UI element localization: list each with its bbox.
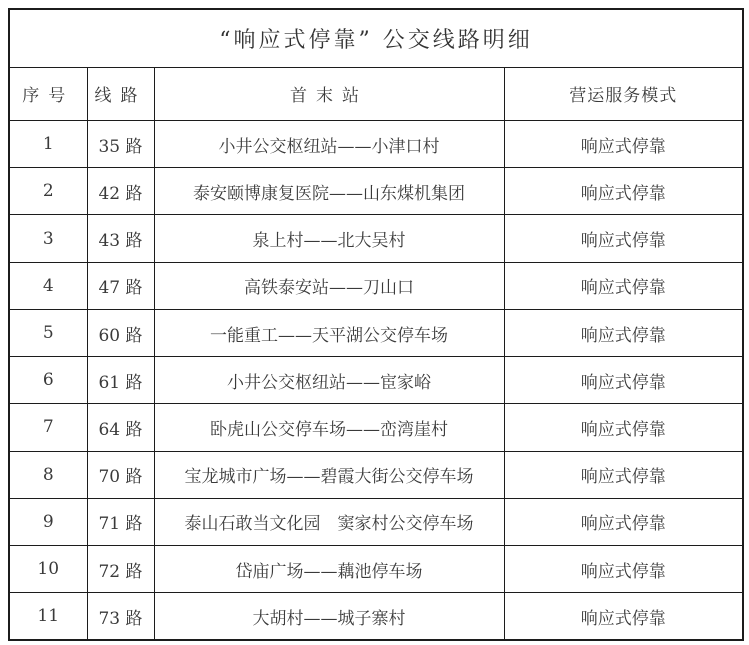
table-row — [9, 168, 743, 215]
route-cell: 72 路 — [87, 545, 154, 592]
serial-number-cell: 10 — [9, 545, 87, 592]
table-row — [9, 451, 743, 498]
table-header-row — [9, 67, 743, 120]
table-row — [9, 404, 743, 451]
header-terminals: 首末站 — [154, 67, 504, 120]
service-mode-cell: 响应式停靠 — [504, 593, 743, 640]
service-mode-cell: 响应式停靠 — [504, 357, 743, 404]
table-title: “响应式停靠” 公交线路明细 — [9, 9, 743, 67]
route-cell: 47 路 — [87, 262, 154, 309]
terminals-cell: 高铁泰安站——刀山口 — [154, 262, 504, 309]
table-row — [9, 262, 743, 309]
terminals-cell: 泰安颐博康复医院——山东煤机集团 — [154, 168, 504, 215]
serial-number-cell: 4 — [9, 262, 87, 309]
header-service-mode: 营运服务模式 — [504, 67, 743, 120]
table-row — [9, 121, 743, 168]
service-mode-cell: 响应式停靠 — [504, 215, 743, 262]
route-cell: 64 路 — [87, 404, 154, 451]
terminals-cell: 泉上村——北大吴村 — [154, 215, 504, 262]
table-row — [9, 215, 743, 262]
route-cell: 61 路 — [87, 357, 154, 404]
terminals-cell: 卧虎山公交停车场——峦湾崖村 — [154, 404, 504, 451]
serial-number-cell: 6 — [9, 357, 87, 404]
bus-route-table-container — [8, 8, 742, 641]
route-cell: 71 路 — [87, 498, 154, 545]
table-row — [9, 545, 743, 592]
bus-route-table — [8, 8, 744, 641]
serial-number-cell: 8 — [9, 451, 87, 498]
serial-number-cell: 3 — [9, 215, 87, 262]
header-route: 线路 — [87, 67, 154, 120]
route-cell: 60 路 — [87, 309, 154, 356]
table-row — [9, 309, 743, 356]
terminals-cell: 泰山石敢当文化园 窦家村公交停车场 — [154, 498, 504, 545]
service-mode-cell: 响应式停靠 — [504, 451, 743, 498]
terminals-cell: 岱庙广场——藕池停车场 — [154, 545, 504, 592]
service-mode-cell: 响应式停靠 — [504, 498, 743, 545]
table-row — [9, 593, 743, 640]
service-mode-cell: 响应式停靠 — [504, 545, 743, 592]
route-cell: 70 路 — [87, 451, 154, 498]
serial-number-cell: 9 — [9, 498, 87, 545]
route-cell: 35 路 — [87, 121, 154, 168]
serial-number-cell: 11 — [9, 593, 87, 640]
route-cell: 73 路 — [87, 593, 154, 640]
route-cell: 42 路 — [87, 168, 154, 215]
serial-number-cell: 5 — [9, 309, 87, 356]
service-mode-cell: 响应式停靠 — [504, 309, 743, 356]
table-row — [9, 498, 743, 545]
route-cell: 43 路 — [87, 215, 154, 262]
table-title-row — [9, 9, 743, 67]
service-mode-cell: 响应式停靠 — [504, 262, 743, 309]
terminals-cell: 小井公交枢纽站——宦家峪 — [154, 357, 504, 404]
service-mode-cell: 响应式停靠 — [504, 121, 743, 168]
header-serial-number: 序号 — [9, 67, 87, 120]
terminals-cell: 一能重工——天平湖公交停车场 — [154, 309, 504, 356]
serial-number-cell: 7 — [9, 404, 87, 451]
terminals-cell: 宝龙城市广场——碧霞大街公交停车场 — [154, 451, 504, 498]
terminals-cell: 大胡村——城子寨村 — [154, 593, 504, 640]
serial-number-cell: 2 — [9, 168, 87, 215]
table-row — [9, 357, 743, 404]
service-mode-cell: 响应式停靠 — [504, 168, 743, 215]
service-mode-cell: 响应式停靠 — [504, 404, 743, 451]
terminals-cell: 小井公交枢纽站——小津口村 — [154, 121, 504, 168]
serial-number-cell: 1 — [9, 121, 87, 168]
